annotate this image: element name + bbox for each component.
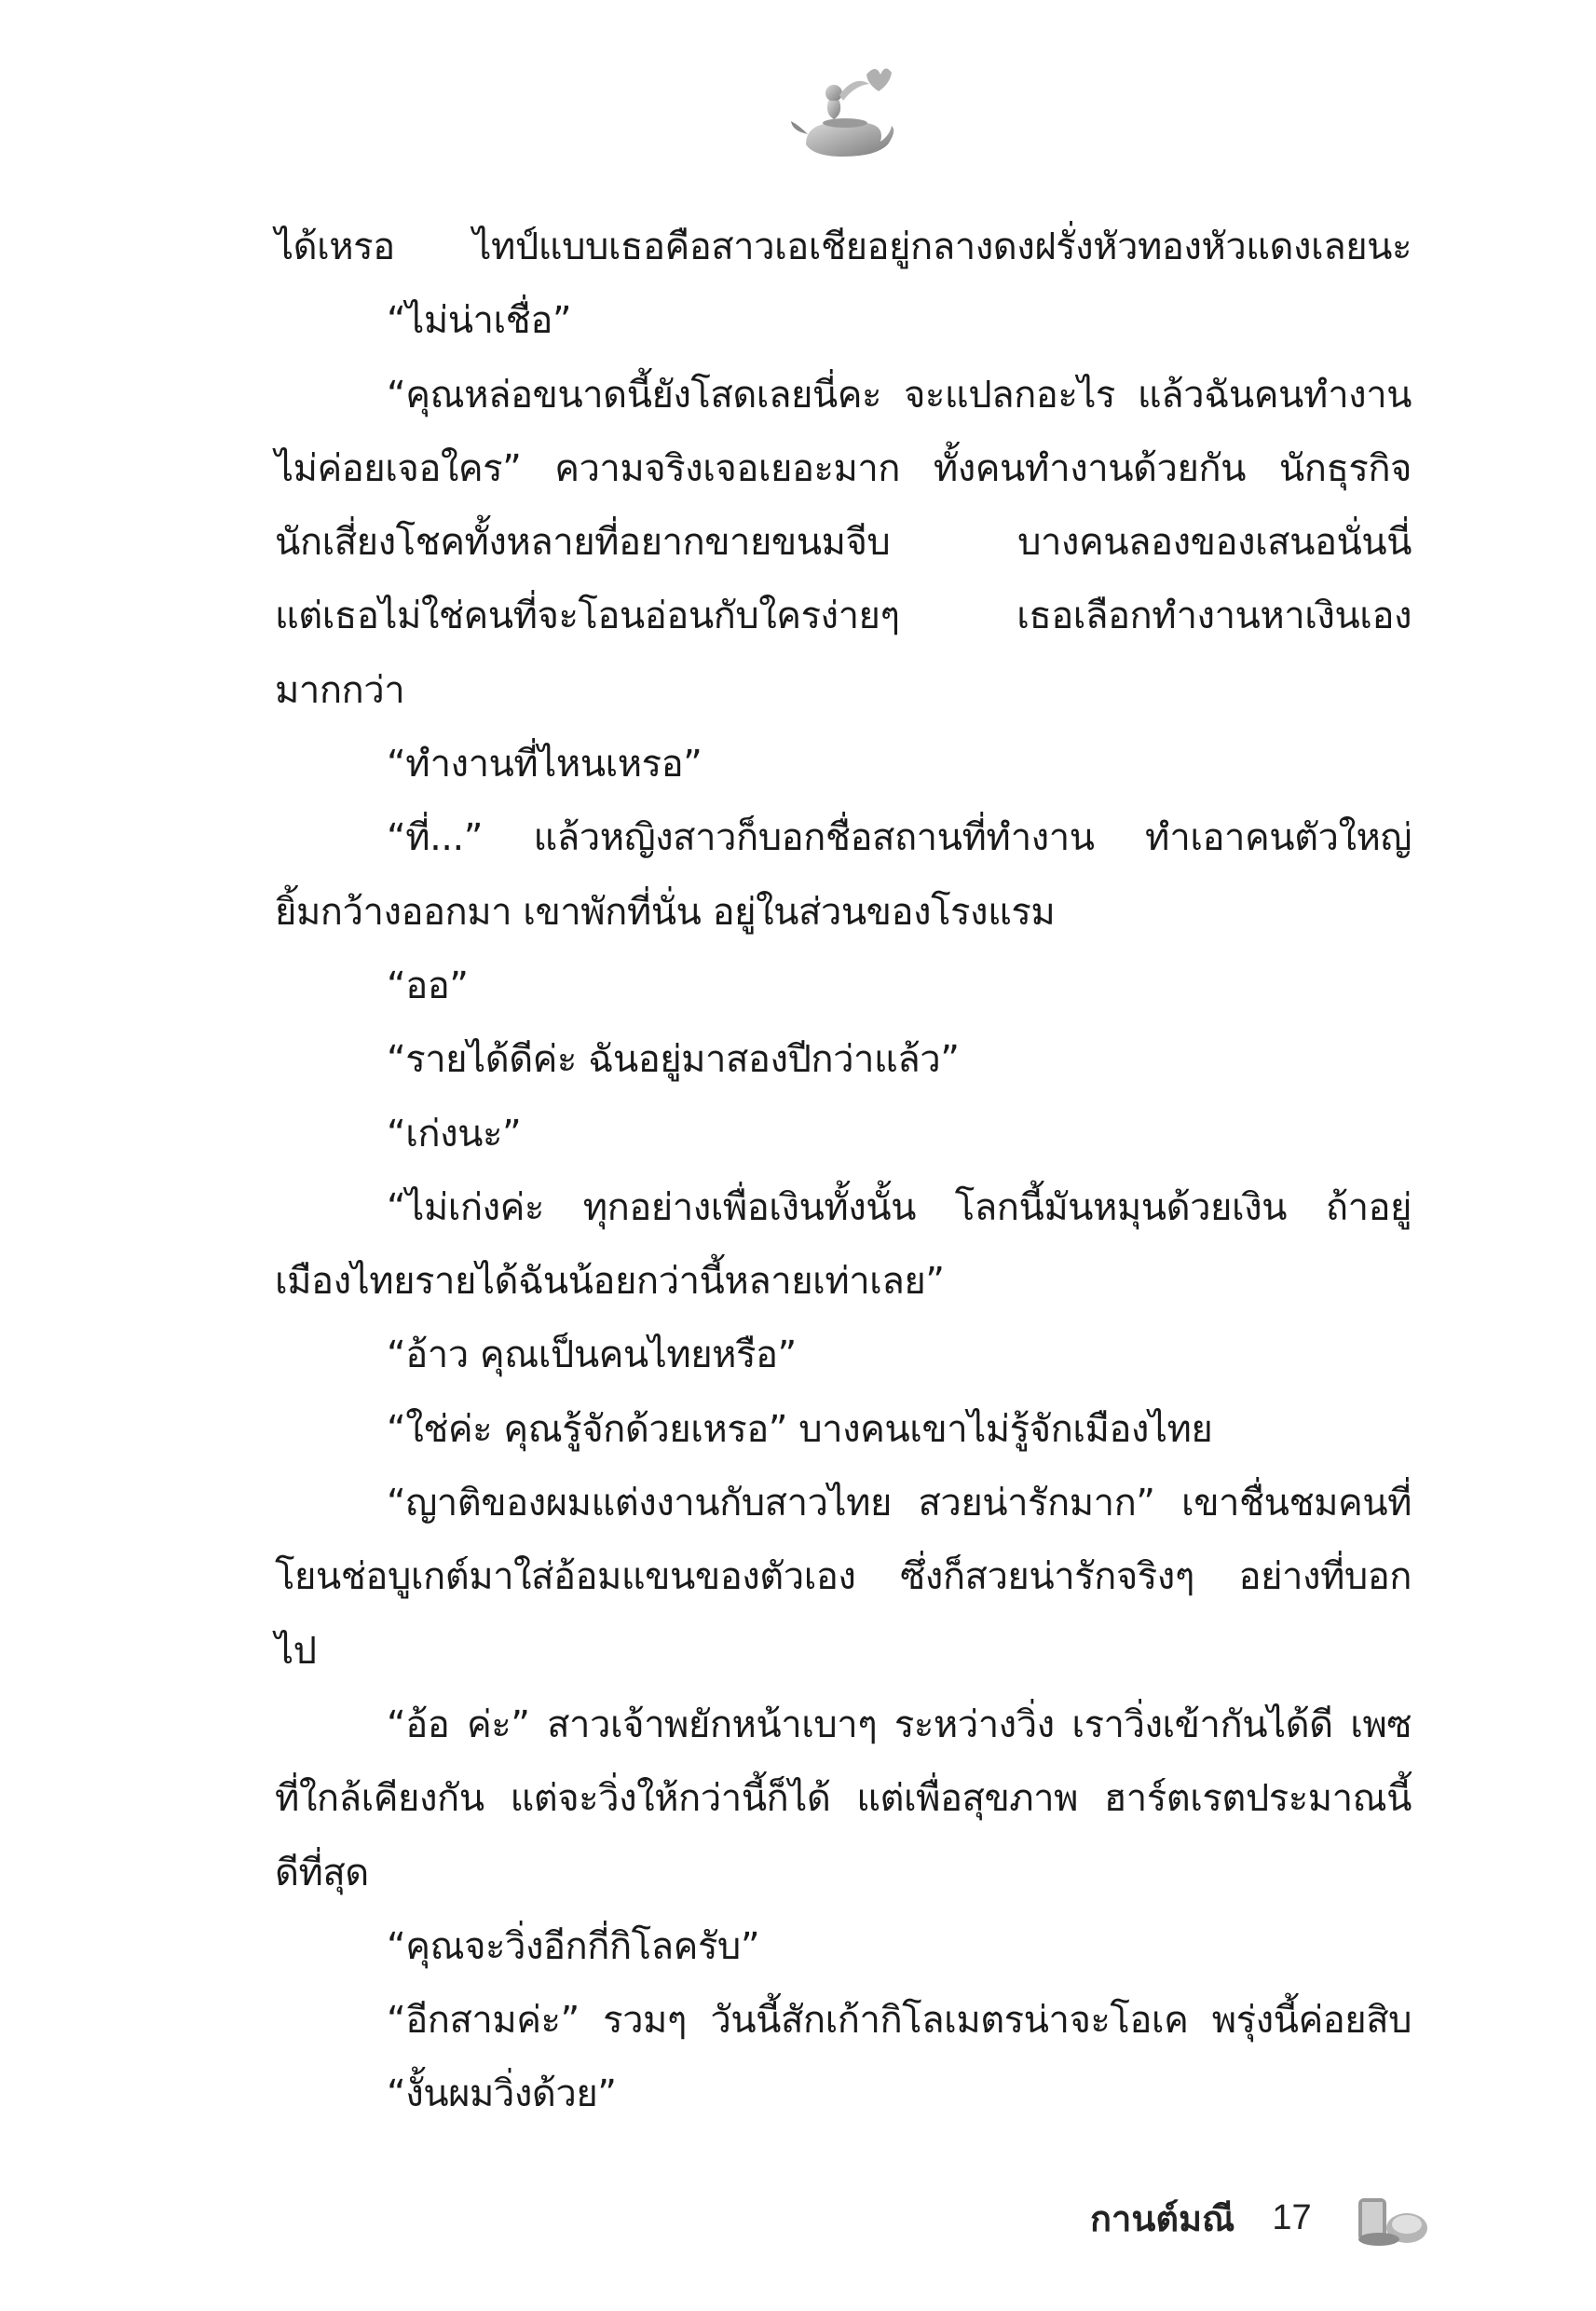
text-line: “งั้นผมวิ่งด้วย” [387,2072,617,2116]
text-line: แต่เธอไม่ใช่คนที่จะโอนอ่อนกับใครง่ายๆ เธอเลือกทำงานหาเงินเอง [275,595,1412,638]
text-line: ไป [275,1629,317,1673]
coin-stack-icon [1349,2191,1433,2247]
text-line: “อ้อ ค่ะ” สาวเจ้าพยักหน้าเบาๆ ระหว่างวิ่ง เราวิ่งเข้ากันได้ดี เพซ [387,1702,1412,1746]
text-line: มากกว่า [275,668,405,712]
text-line: “ที่...” แล้วหญิงสาวก็บอกชื่อสถานที่ทำงาน ทำเอาคนตัวใหญ่ [387,816,1412,860]
text-line: ที่ใกล้เคียงกัน แต่จะวิ่งให้กว่านี้ก็ได้ แต่เพื่อสุขภาพ ฮาร์ตเรตประมาณนี้ [275,1777,1412,1821]
page-footer [1090,2190,1433,2247]
text-line: “ออ” [387,964,469,1007]
author-name: กานต์มณี [1090,2200,1235,2239]
text-line: นักเสี่ยงโชคทั้งหลายที่อยากขายขนมจีบ บางคนลองของเสนอนั่นนี่ [275,521,1412,565]
text-line: ดีที่สุด [275,1851,369,1894]
text-line: ยิ้มกว้างออกมา เขาพักที่นั่น อยู่ในส่วนของโรงแรม [275,890,1056,934]
text-line: “ใช่ค่ะ คุณรู้จักด้วยเหรอ” บางคนเขาไม่รู้จักเมืองไทย [387,1407,1213,1451]
text-line: “ทำงานที่ไหนเหรอ” [387,743,703,786]
text-line: “คุณจะวิ่งอีกกี่กิโลครับ” [387,1924,760,1968]
text-line: “ไม่น่าเชื่อ” [387,299,572,343]
text-line: “อีกสามค่ะ” รวมๆ วันนี้สักเก้ากิโลเมตรน่าจะโอเค พรุ่งนี้ค่อยสิบ [387,1999,1412,2043]
text-line: “คุณหล่อขนาดนี้ยังโสดเลยนี่คะ จะแปลกอะไร แล้วฉันคนทำงาน [387,373,1412,417]
body-text [275,211,1412,2132]
text-line: “ไม่เก่งค่ะ ทุกอย่างเพื่อเงินทั้งนั้น โลกนี้มันหมุนด้วยเงิน ถ้าอยู่ [387,1185,1412,1229]
text-line: ได้เหรอ ไทป์แบบเธอคือสาวเอเชียอยู่กลางดงฝรั่งหัวทองหัวแดงเลยนะ [275,226,1412,268]
text-line: “รายได้ดีค่ะ ฉันอยู่มาสองปีกว่าแล้ว” [387,1038,960,1082]
text-line: ไม่ค่อยเจอใคร” ความจริงเจอเยอะมาก ทั้งคนทำงานด้วยกัน นักธุรกิจ [275,446,1412,490]
page-number: 17 [1272,2198,1312,2237]
text-line: โยนช่อบูเกต์มาใส่อ้อมแขนของตัวเอง ซึ่งก็สวยน่ารักจริงๆ อย่างที่บอก [275,1555,1412,1599]
cupid-teapot-ornament-icon [787,56,899,168]
text-line: เมืองไทยรายได้ฉันน้อยกว่านี้หลายเท่าเลย” [275,1260,945,1304]
text-line: “อ้าว คุณเป็นคนไทยหรือ” [387,1333,797,1377]
text-line: “เก่งนะ” [387,1112,522,1156]
text-line: “ญาติของผมแต่งงานกับสาวไทย สวยน่ารักมาก” เขาชื่นชมคนที่ [387,1482,1412,1525]
